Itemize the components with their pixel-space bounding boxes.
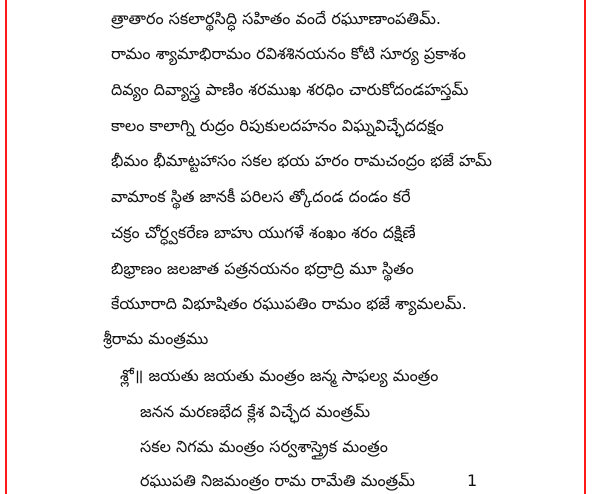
section-heading-sri-rama-mantramu: శ్రీరామ మంత్రము: [103, 329, 209, 348]
page-border-left: [5, 0, 7, 494]
sloka-line-3: సకల నిగమ మంత్రం సర్వశాస్త్రైక మంత్రం: [140, 437, 388, 456]
page-border-right: [584, 0, 586, 494]
verse-line-2: రామం శ్యామాభిరామం రవిశశినయనం కోటి సూర్య ప్రకాశం: [111, 44, 466, 63]
verse-line-7: చక్రం చోర్ధ్వకరేణ బాహు యుగళే శంఖం శరం దక్షిణే: [111, 223, 416, 242]
verse-line-1: త్రాతారం సకలార్థసిద్ధి సహితం వందే రఘూణాంపతిమ్.: [111, 9, 441, 28]
sloka-line-2: జనన మరణభేద క్లేశ విచ్ఛేద మంత్రమ్: [140, 402, 371, 421]
verse-line-6: వామాంక స్థిత జానకీ పరిలస త్కోదండ దండం కరే: [111, 187, 411, 206]
verse-line-5: భీమం భీమాట్టహాసం సకల భయ హరం రామచంద్రం భజే హమ్: [111, 151, 492, 170]
verse-line-9: కేయూరాది విభూషితం రఘుపతిం రామం భజే శ్యామలమ్.: [111, 294, 467, 313]
verse-line-8: బిభ్రాణం జలజాత పత్రనయనం భద్రాద్రి మూ స్థితం: [111, 259, 414, 278]
verse-line-4: కాలం కాలాగ్ని రుద్రం రిపుకులదహనం విఘ్నవిచ్ఛేదదక్షం: [111, 116, 444, 135]
verse-line-3: దివ్యం దివ్యాస్త్ర పాణిం శరముఖ శరధిం చారుకోదండహస్తమ్: [111, 80, 469, 99]
page-number: 1: [467, 471, 478, 490]
sloka-line-1: శ్లో॥ జయతు జయతు మంత్రం జన్మ సాఫల్య మంత్రం: [120, 366, 439, 385]
sloka-line-4: రఘుపతి నిజమంత్రం రామ రామేతి మంత్రమ్: [140, 471, 415, 490]
